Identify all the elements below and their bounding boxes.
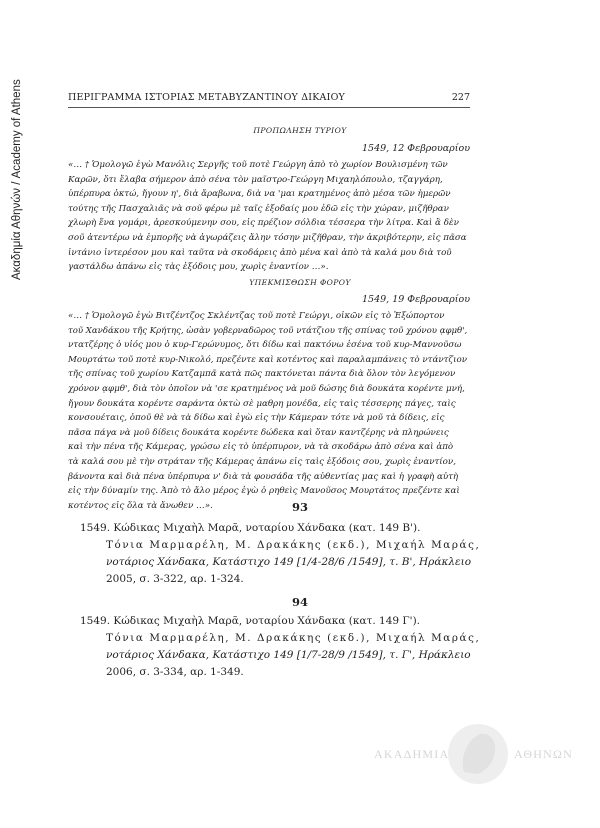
entry-line: 2005, σ. 3-322, αρ. 1-324. [106, 573, 244, 585]
entry-line: νοτάριος Χάνδακα, Κατάστιχο 149 [1/7-28/9 /1549], τ. Γ', Ηράκλειο [106, 649, 471, 661]
entry-line: 1549. Κώδικας Μιχαὴλ Μαρᾶ, νοταρίου Χάνδακα (κατ. 149 Γ'). [80, 615, 421, 627]
text-line: βάνοντα καὶ διὰ πένα ὑπέρπυρα ν' διὰ τὰ φουσάδα τῆς αὐθεντίας μας καὶ ἡ γραφὴ αὐτὴ [68, 471, 459, 482]
text-line: «… † Ὁμολογῶ ἐγὼ Βιτζέντζος Σκλέντζας τοῦ ποτὲ Γεώργι, οἰκῶν εἰς τὸ Ἐξώπορτον [68, 311, 445, 321]
text-line: ἰντάνιο ἰντερέσον μου καὶ ταῦτα νὰ σκοδάρεις ἀπὸ μένα καὶ ἀπὸ τὰ καλά μου διὰ τοῦ [68, 247, 452, 258]
text-line: τῆς σπίνας τοῦ χωρίου Κατζαμπᾶ κατὰ πῶς πακτόνεται πάντα διὰ ὅλον τὸν λεγόμενον [68, 369, 456, 380]
text-line: Καρῶν, ὅτι ἔλαβα σήμερον ἀπὸ σένα τὸν μαϊστρο-Γεώργη Μιχαηλόπουλο, τζαγγάρη, [68, 174, 443, 185]
text-line: σοῦ ἀτεντέρω νὰ ἐμπορῆς νὰ ἀγωράζεις ἄλην τόσην μιζῆθραν, τὴν ἀκριβότερην, εἰς πᾶσα [68, 232, 467, 243]
entry-number-94: 94 [291, 595, 308, 609]
text-line: κονσουέταις, ὁποῦ θὲ νὰ τὰ δίδω καὶ ἐγὼ εἰς τὴν Κάμεραν τότε νὰ μοῦ τὰ δίδεις, εἰς [68, 413, 445, 424]
text-line: ὑπέρπυρα ὀκτώ, ἤγουν η', διὰ ἄραβωνα, διὰ να 'μαι κρατημένος ἀπὸ μέσα τῶν ἡμερῶν [68, 189, 451, 200]
entry-line: νοτάριος Χάνδακα, Κατάστιχο 149 [1/4-28/6 /1549], τ. Β', Ηράκλειο [106, 556, 472, 568]
section-date-sublease: 1549, 19 Φεβρουαρίου [361, 294, 470, 305]
section-title-sublease: ΥΠΕΚΜΙΣΘΩΣΗ ΦΟΡΟΥ [249, 278, 351, 287]
text-line: γαστάλδω ἀπάνω εἰς τὰς ἐξόδοις μου, χωρὶς ἐναντίον …». [68, 262, 329, 273]
text-line: ντατζέρης ὁ υἱός μου ὁ κυρ-Γερώνυμος, ὅτι δίδω καὶ πακτόνω ἐσένα τοῦ κυρ-Μαννοῦσω [68, 340, 462, 351]
text-line: καὶ τὴν πένα τῆς Κάμερας, γρώσω εἰς τὸ ὑπέρπυρον, νὰ τὰ σκοδάρω ἀπὸ σένα καὶ ἀπὸ [68, 442, 454, 453]
entry-line: Τόνια Μαρμαρέλη, Μ. Δρακάκης (εκδ.), Μιχαήλ Μαράς, [106, 539, 481, 551]
header-title: ΠΕΡΙΓΡΑΜΜΑ ΙΣΤΟΡΙΑΣ ΜΕΤΑΒΥΖΑΝΤΙΝΟΥ ΔΙΚΑΙΟΥ [68, 92, 346, 103]
header-rule [68, 107, 470, 108]
watermark-left-text: ΑΚΑΔΗΜΙΑ [374, 747, 450, 761]
running-header [68, 92, 470, 106]
text-line: πᾶσα πάγα νὰ μοῦ δίδεις δουκάτα κορέντε δώδεκα καὶ ὅταν καντζέρης νὰ πληρώνεις [68, 427, 449, 438]
text-line: Μουρτάτω τοῦ ποτὲ κυρ-Νικολό, πρεζέντε καὶ κοτέντος καὶ παραλαμπάνεις τὸ ντάντζιον [68, 354, 468, 365]
section-date-proposal: 1549, 12 Φεβρουαρίου [361, 143, 470, 154]
text-line: τούτης τῆς Πασχαλιᾶς νὰ σοῦ φέρω μὲ ταῖς ἐξοδαίς μου ἐδῶ εἰς τὴν χώραν, μιζῆθραν [68, 203, 449, 214]
entry-94 [80, 613, 480, 681]
text-line: χλωρὴ ἕνα γομάρι, ἀρεσκούμενην σου, εἰς πρέζιον σόλδια τέσσερα τὴν λίτρα. Καὶ ἂ δὲν [68, 218, 459, 229]
entry-number-93: 93 [291, 500, 308, 514]
text-line: εἰς τὴν δύναμίν της. Ἀπὸ τὸ ἄλο μέρος ἐγὼ ὁ ρηθεὶς Μανοῦσος Μουρτάτος πρεζέντε καὶ [68, 486, 460, 497]
entry-line: 2006, σ. 3-334, αρ. 1-349. [106, 666, 244, 678]
side-archive-label [4, 40, 26, 280]
text-line: χρόνον ᾳφμθ', διὰ τὸν ὁποῖον νὰ 'σε κρατημένος νὰ μοῦ δώσης διὰ δουκάτα κορέντε μνή, [68, 383, 465, 394]
section-title-proposal: ΠΡΟΠΩΛΗΣΗ ΤΥΡΙΟΥ [253, 126, 347, 135]
text-line: «… † Ὁμολογῶ ἐγὼ Μανόλις Σεργῆς τοῦ ποτὲ Γεώργη ἀπὸ τὸ χωρίον Βουλισμένη τῶν [68, 160, 448, 170]
side-label-text: Ακαδημία Αθηνών / Academy of Athens [11, 79, 23, 280]
entry-line: 1549. Κώδικας Μιχαὴλ Μαρᾶ, νοταρίου Χάνδακα (κατ. 149 Β'). [80, 522, 421, 534]
text-line: τὰ καλά σου μὲ τὴν στράταν τῆς Κάμερας ἀπάνω εἰς ταὶς ἐξόδοις σου, χωρὶς ἐναντίον, [68, 456, 456, 467]
entry-line: Τόνια Μαρμαρέλη, Μ. Δρακάκης (εκδ.), Μιχαήλ Μαράς, [106, 632, 481, 644]
text-line: ἤγουν δουκάτα κορέντε σαράντα ὀκτὼ σὲ μαθρη μονέδα, εἰς ταὶς τέσσερης πάγες, ταὶς [68, 398, 456, 409]
text-line: κοτέντος εἰς ὅλα τὰ ἄνωθεν …». [68, 500, 213, 511]
section-text-sublease [68, 309, 470, 513]
text-line: τοῦ Χανδάκου τῆς Κρήτης, ὡσὰν γοβερναδῶρος τοῦ ντάτζιου τῆς σπίνας τοῦ χρόνου ᾳφμθ', [68, 325, 468, 336]
section-text-proposal [68, 158, 470, 275]
page-number: 227 [451, 92, 470, 103]
academy-watermark [368, 720, 588, 790]
entry-93 [80, 520, 480, 588]
watermark-right-text: ΑΘΗΝΩΝ [514, 747, 573, 761]
